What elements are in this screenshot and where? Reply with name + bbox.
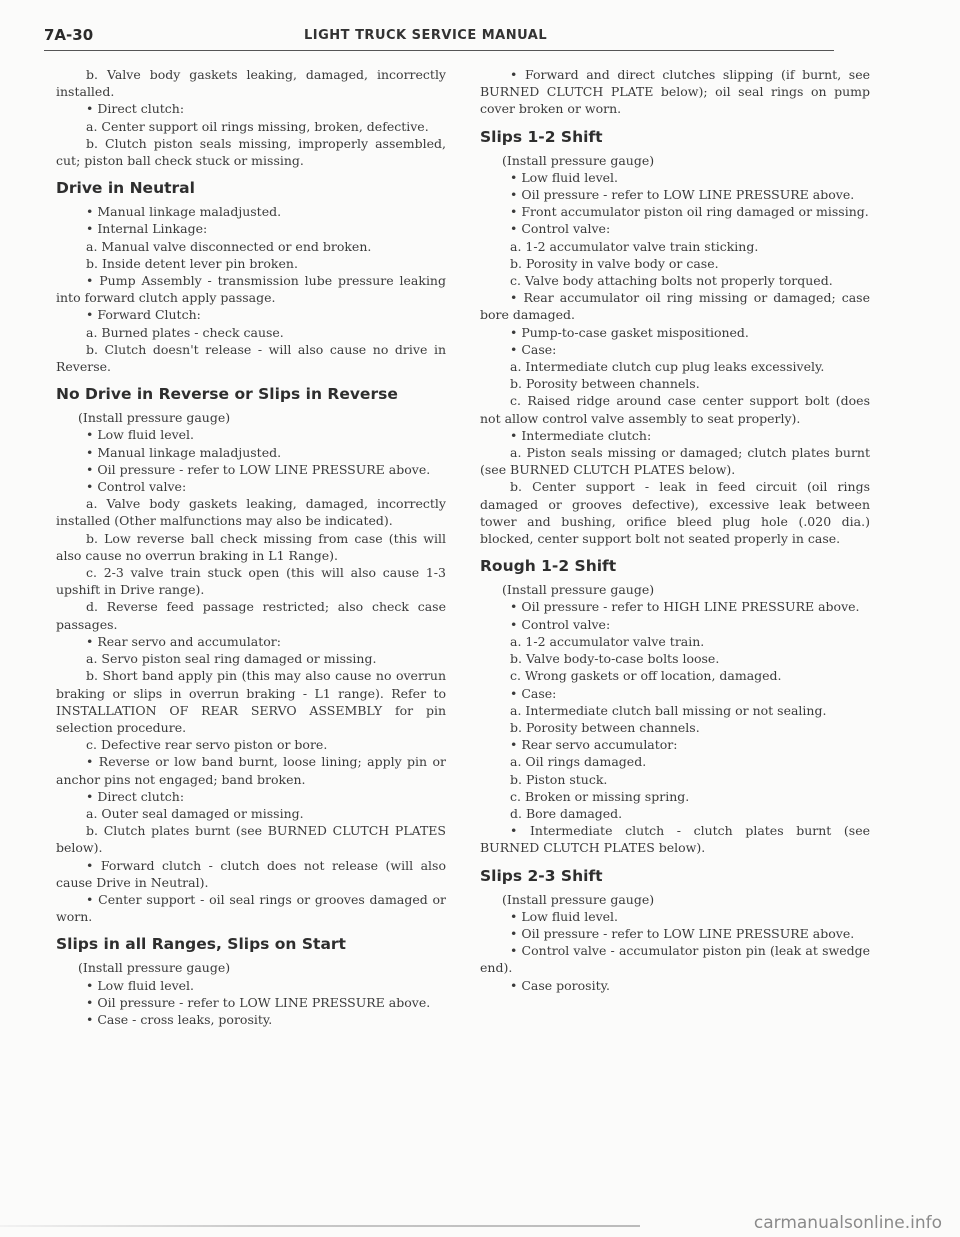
paragraph: c. 2-3 valve train stuck open (this will also cause 1-3 upshift in Drive range). [56,565,446,598]
paragraph: d. Bore damaged. [510,805,623,821]
bullet-item: • Control valve: [510,616,611,632]
bullet-item: • Forward and direct clutches slipping (if burnt, see BURNED CLUTCH PLATE below); oil seal rings on pump cover broken or worn. [480,67,870,117]
bullet-item: • Internal Linkage: [86,221,208,237]
bullet-item: • Low fluid level. [86,427,195,443]
right-column [480,66,870,994]
paragraph: a. Center support oil rings missing, broken, defective. [86,118,429,134]
bullet-item: • Control valve: [510,221,611,237]
section-heading-rough-1-2-shift: Rough 1-2 Shift [480,557,617,576]
bullet-item: • Pump Assembly - transmission lube pressure leaking into forward clutch apply passage. [56,273,446,306]
paragraph: b. Valve body gaskets leaking, damaged, incorrectly installed. [56,67,446,100]
bullet-item: • Reverse or low band burnt, loose lining; apply pin or anchor pins not engaged; band broken. [56,754,446,787]
paragraph: b. Porosity in valve body or case. [510,255,719,271]
bullet-item: • Oil pressure - refer to LOW LINE PRESSURE above. [86,994,431,1010]
paragraph: b. Clutch piston seals missing, improperly assembled, cut; piston ball check stuck or missing. [56,135,446,169]
bullet-item: • Case: [510,341,557,357]
bullet-item: • Oil pressure - refer to LOW LINE PRESSURE above. [86,461,431,477]
watermark: carmanualsonline.info [753,1213,942,1233]
paragraph: b. Porosity between channels. [510,376,700,392]
paragraph: b. Short band apply pin (this may also cause no overrun braking or slips in overrun braking - L1 range). Refer to INSTALLATION OF REAR SERVO ASSEMBLY for pin selection procedure. [56,668,446,735]
paragraph: (Install pressure gauge) [502,582,655,598]
paragraph: d. Reverse feed passage restricted; also check case passages. [56,599,446,632]
paragraph: a. Burned plates - check cause. [86,324,284,340]
paragraph: b. Valve body-to-case bolts loose. [510,651,720,667]
paragraph: (Install pressure gauge) [78,960,231,976]
paragraph: c. Raised ridge around case center support bolt (does not allow control valve assembly to seat properly). [480,393,870,426]
bullet-item: • Forward clutch - clutch does not release (will also cause Drive in Neutral). [56,857,446,890]
section-heading-slips-2-3-shift: Slips 2-3 Shift [480,866,603,885]
paragraph: a. Manual valve disconnected or end broken. [86,238,372,254]
paragraph: a. Servo piston seal ring damaged or missing. [86,651,377,667]
bullet-item: • Intermediate clutch: [510,427,652,443]
bullet-item: • Low fluid level. [86,977,195,993]
paragraph: b. Center support - leak in feed circuit (oil rings damaged or grooves defective), excessive leak between tower and bushing, orifice bleed plug hole (.020 dia.) blocked, center support bolt not seated properly in case. [480,479,870,547]
bullet-item: • Case: [510,685,557,701]
page-number: 7A-30 [44,26,94,44]
paragraph: (Install pressure gauge) [78,410,231,426]
page-header [44,24,844,48]
bullet-item: • Case - cross leaks, porosity. [86,1011,273,1027]
bullet-item: • Direct clutch: [86,101,185,117]
paragraph: a. 1-2 accumulator valve train. [510,633,705,649]
bullet-item: • Pump-to-case gasket mispositioned. [510,324,749,340]
section-heading-drive-in-neutral: Drive in Neutral [56,179,195,198]
bullet-item: • Intermediate clutch - clutch plates burnt (see BURNED CLUTCH PLATES below). [480,823,870,856]
bullet-item: • Control valve - accumulator piston pin (leak at swedge end). [480,943,870,976]
paragraph: a. Intermediate clutch cup plug leaks excessively. [510,359,825,375]
bullet-item: • Oil pressure - refer to LOW LINE PRESSURE above. [510,925,855,941]
paragraph: a. Intermediate clutch ball missing or not sealing. [510,702,827,718]
paragraph: a. 1-2 accumulator valve train sticking. [510,238,759,254]
paragraph: a. Outer seal damaged or missing. [86,805,304,821]
paragraph: b. Clutch plates burnt (see BURNED CLUTCH PLATES below). [56,823,446,856]
bullet-item: • Manual linkage maladjusted. [86,444,282,460]
paragraph: b. Porosity between channels. [510,719,700,735]
section-heading-slips-in-all-ranges: Slips in all Ranges, Slips on Start [56,935,346,954]
bullet-item: • Oil pressure - refer to HIGH LINE PRESSURE above. [510,599,860,615]
bullet-item: • Front accumulator piston oil ring damaged or missing. [510,204,869,220]
section-heading-no-drive-in-reverse: No Drive in Reverse or Slips in Reverse [56,385,398,404]
paragraph: c. Wrong gaskets or off location, damaged. [510,668,782,684]
paragraph: a. Piston seals missing or damaged; clutch plates burnt (see BURNED CLUTCH PLATES below). [480,445,870,478]
bullet-item: • Rear accumulator oil ring missing or damaged; case bore damaged. [480,290,870,323]
section-heading-slips-1-2-shift: Slips 1-2 Shift [480,127,603,146]
bullet-item: • Center support - oil seal rings or grooves damaged or worn. [56,891,446,925]
bullet-item: • Rear servo accumulator: [510,737,678,753]
paragraph: c. Valve body attaching bolts not properly torqued. [510,273,833,289]
bullet-item: • Rear servo and accumulator: [86,633,281,649]
paragraph: (Install pressure gauge) [502,152,655,168]
bullet-item: • Direct clutch: [86,788,185,804]
bullet-item: • Case porosity. [510,977,610,993]
paragraph: a. Oil rings damaged. [510,754,647,770]
bullet-item: • Low fluid level. [510,908,619,924]
paragraph: b. Low reverse ball check missing from case (this will also cause no overrun braking in L1 Range). [56,530,446,563]
bullet-item: • Forward Clutch: [86,307,201,323]
bullet-item: • Low fluid level. [510,169,619,185]
paragraph: b. Inside detent lever pin broken. [86,255,298,271]
bullet-item: • Oil pressure - refer to LOW LINE PRESSURE above. [510,187,855,203]
header-rule [44,50,834,51]
bullet-item: • Control valve: [86,479,187,495]
paragraph: c. Broken or missing spring. [510,788,690,804]
paragraph: b. Clutch doesn't release - will also cause no drive in Reverse. [56,341,446,375]
paragraph: c. Defective rear servo piston or bore. [86,737,328,753]
paragraph: (Install pressure gauge) [502,891,655,907]
left-column [56,66,446,1028]
paragraph: a. Valve body gaskets leaking, damaged, incorrectly installed (Other malfunctions may also be indicated). [56,496,446,529]
footer-scan-line [0,1225,640,1227]
bullet-item: • Manual linkage maladjusted. [86,204,282,220]
paragraph: b. Piston stuck. [510,771,608,787]
manual-title: LIGHT TRUCK SERVICE MANUAL [304,28,548,43]
